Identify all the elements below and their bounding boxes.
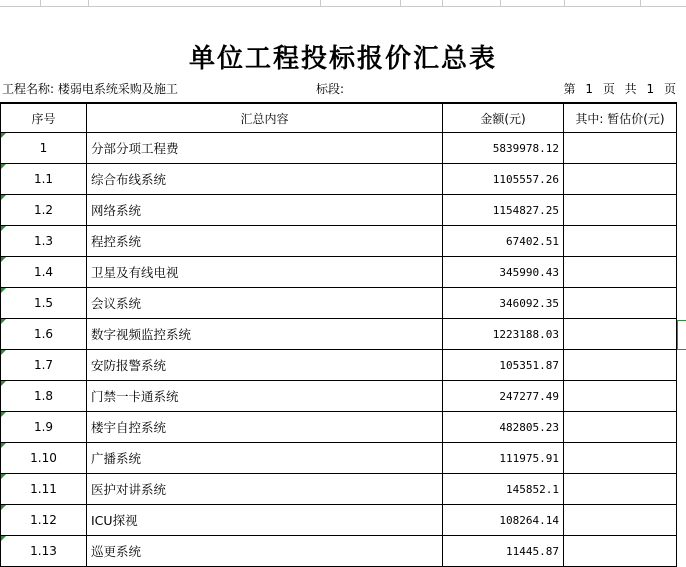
row-amount-cell[interactable]: 1105557.26: [443, 164, 564, 195]
total-unit: 页: [663, 82, 676, 96]
row-amount-cell[interactable]: 67402.51: [443, 226, 564, 257]
row-amount-cell[interactable]: 145852.1: [443, 474, 564, 505]
row-provisional-cell[interactable]: [564, 257, 677, 288]
row-content-cell[interactable]: 门禁一卡通系统: [87, 381, 443, 412]
row-provisional-cell[interactable]: [564, 319, 677, 350]
row-index-cell[interactable]: 1.11: [1, 474, 87, 505]
row-index-cell[interactable]: 1.5: [1, 288, 87, 319]
table-row: [1, 288, 677, 319]
row-content-cell[interactable]: 网络系统: [87, 195, 443, 226]
table-row: [1, 257, 677, 288]
row-amount-cell[interactable]: 247277.49: [443, 381, 564, 412]
summary-table: [0, 102, 677, 567]
row-index-cell[interactable]: 1: [1, 133, 87, 164]
header-content[interactable]: 汇总内容: [87, 103, 443, 133]
row-amount-cell[interactable]: 482805.23: [443, 412, 564, 443]
total-prefix: 共: [624, 82, 637, 96]
table-row: [1, 474, 677, 505]
row-provisional-cell[interactable]: [564, 412, 677, 443]
row-provisional-cell[interactable]: [564, 474, 677, 505]
row-index-cell[interactable]: 1.12: [1, 505, 87, 536]
row-content-cell[interactable]: 会议系统: [87, 288, 443, 319]
table-row: [1, 381, 677, 412]
table-row: [1, 412, 677, 443]
page-prefix: 第: [563, 82, 576, 96]
row-index-cell[interactable]: 1.10: [1, 443, 87, 474]
row-amount-cell[interactable]: 1223188.03: [443, 319, 564, 350]
spreadsheet-top-grid: [0, 0, 686, 7]
row-index-cell[interactable]: 1.3: [1, 226, 87, 257]
row-provisional-cell[interactable]: [564, 133, 677, 164]
page-unit: 页: [602, 82, 615, 96]
table-row: [1, 195, 677, 226]
page-number: 1: [585, 82, 593, 96]
project-name: 工程名称: 楼弱电系统采购及施工: [2, 82, 178, 96]
row-provisional-cell[interactable]: [564, 505, 677, 536]
row-content-cell[interactable]: 医护对讲系统: [87, 474, 443, 505]
row-index-cell[interactable]: 1.13: [1, 536, 87, 567]
row-provisional-cell[interactable]: [564, 536, 677, 567]
row-amount-cell[interactable]: 345990.43: [443, 257, 564, 288]
row-content-cell[interactable]: 广播系统: [87, 443, 443, 474]
row-amount-cell[interactable]: 111975.91: [443, 443, 564, 474]
row-provisional-cell[interactable]: [564, 288, 677, 319]
table-row: [1, 536, 677, 567]
table-row: [1, 505, 677, 536]
row-index-cell[interactable]: 1.2: [1, 195, 87, 226]
table-row: [1, 226, 677, 257]
row-content-cell[interactable]: 卫星及有线电视: [87, 257, 443, 288]
table-row: [1, 164, 677, 195]
row-content-cell[interactable]: 楼宇自控系统: [87, 412, 443, 443]
row-index-cell[interactable]: 1.4: [1, 257, 87, 288]
row-provisional-cell[interactable]: [564, 350, 677, 381]
row-amount-cell[interactable]: 105351.87: [443, 350, 564, 381]
row-provisional-cell[interactable]: [564, 381, 677, 412]
row-content-cell[interactable]: ICU探视: [87, 505, 443, 536]
row-content-cell[interactable]: 数字视频监控系统: [87, 319, 443, 350]
header-provisional[interactable]: 其中: 暂估价(元): [564, 103, 677, 133]
row-index-cell[interactable]: 1.9: [1, 412, 87, 443]
row-amount-cell[interactable]: 11445.87: [443, 536, 564, 567]
table-row: [1, 443, 677, 474]
row-content-cell[interactable]: 程控系统: [87, 226, 443, 257]
row-amount-cell[interactable]: 5839978.12: [443, 133, 564, 164]
row-amount-cell[interactable]: 1154827.25: [443, 195, 564, 226]
table-row: [1, 350, 677, 381]
row-index-cell[interactable]: 1.6: [1, 319, 87, 350]
row-amount-cell[interactable]: 346092.35: [443, 288, 564, 319]
row-provisional-cell[interactable]: [564, 443, 677, 474]
page-title: 单位工程投标报价汇总表: [188, 44, 497, 74]
row-provisional-cell[interactable]: [564, 164, 677, 195]
row-provisional-cell[interactable]: [564, 195, 677, 226]
row-amount-cell[interactable]: 108264.14: [443, 505, 564, 536]
table-header-row: [1, 103, 677, 133]
table-row: [1, 133, 677, 164]
row-index-cell[interactable]: 1.1: [1, 164, 87, 195]
page-info: [558, 80, 676, 97]
header-amount[interactable]: 金额(元): [443, 103, 564, 133]
header-index[interactable]: 序号: [1, 103, 87, 133]
row-index-cell[interactable]: 1.7: [1, 350, 87, 381]
row-content-cell[interactable]: 巡更系统: [87, 536, 443, 567]
table-row: [1, 319, 677, 350]
row-content-cell[interactable]: 安防报警系统: [87, 350, 443, 381]
cell-selection-marker: [677, 320, 686, 350]
row-provisional-cell[interactable]: [564, 226, 677, 257]
total-number: 1: [646, 82, 655, 96]
row-content-cell[interactable]: 分部分项工程费: [87, 133, 443, 164]
section-label: 标段:: [316, 82, 345, 96]
row-index-cell[interactable]: 1.8: [1, 381, 87, 412]
row-content-cell[interactable]: 综合布线系统: [87, 164, 443, 195]
